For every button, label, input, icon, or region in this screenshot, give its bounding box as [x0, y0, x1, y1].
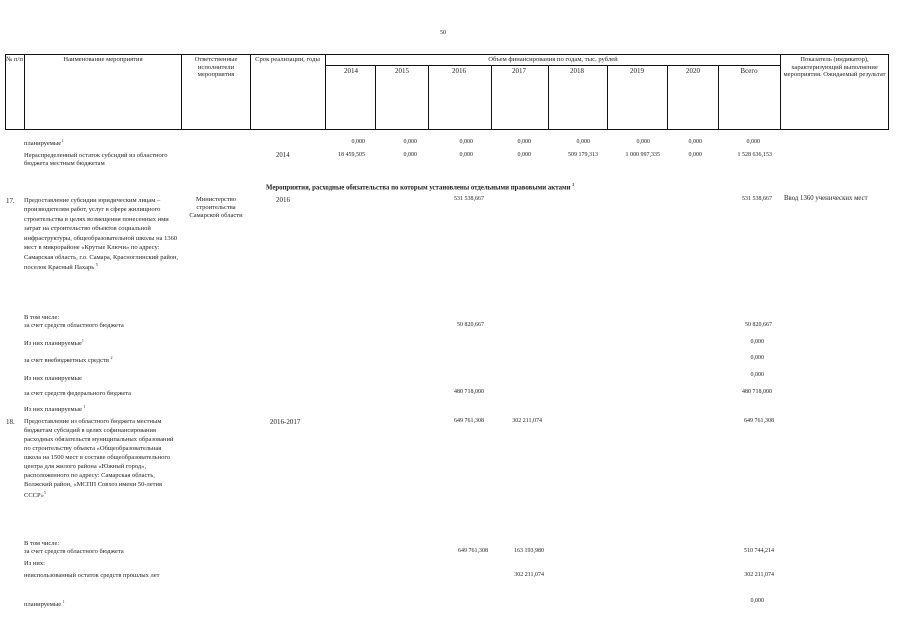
item18-unused-total: 302 211,074	[744, 572, 774, 578]
item18-regional-2017: 163 193,980	[514, 548, 544, 554]
row-undistributed-label: Нераспределенный остаток субсидий из областного бюджета местным бюджетам	[24, 152, 168, 167]
item17-regional-label: за счет средств областного бюджета	[24, 322, 124, 329]
item18-planned-total: 0,000	[750, 598, 764, 604]
header-no: № п/п	[6, 56, 23, 63]
header-executor: Ответственные исполнители мероприятия	[194, 56, 238, 79]
header-year-2014: 2014	[344, 67, 358, 75]
undistributed-total: 1 528 636,153	[737, 152, 772, 158]
undistributed-2018: 509 179,313	[568, 152, 598, 158]
item17-indicator: Ввод 1360 ученических мест	[784, 195, 868, 202]
item18-2017: 302 211,074	[512, 418, 542, 424]
planned-2016: 0,000	[459, 139, 473, 145]
header-name: Наименование мероприятия	[63, 56, 143, 63]
undistributed-2016: 0,000	[459, 152, 473, 158]
header-financing: Объем финансирования по годам, тыс. рублей	[488, 56, 618, 63]
item17-2016: 531 538,667	[454, 196, 484, 202]
item18-incl: В том числе:	[24, 540, 60, 547]
header-bottom-border	[5, 129, 889, 130]
undistributed-2014: 18 459,505	[338, 152, 365, 158]
planned-total: 0,000	[746, 139, 760, 145]
item18-2016: 649 761,308	[454, 418, 484, 424]
header-top-border	[5, 54, 889, 55]
header-year-2016: 2016	[452, 67, 466, 75]
item18-term: 2016-2017	[270, 418, 301, 426]
undistributed-2020: 0,000	[688, 152, 702, 158]
item17-planned2-label: Из них планируемые	[24, 375, 82, 382]
item17-planned2-total: 0,000	[750, 372, 764, 378]
header-year-2020: 2020	[686, 67, 700, 75]
item18-number: 18.	[6, 418, 15, 426]
item17-regional-2016: 50 820,667	[457, 322, 484, 328]
header-indicator: Показатель (индикатор), характеризующий выполнение мероприятия. Ожидаемый результат	[783, 56, 886, 79]
item17-extrabudget-total: 0,000	[750, 355, 764, 361]
planned-2020: 0,000	[688, 139, 702, 145]
item18-regional-total: 510 744,214	[744, 548, 774, 554]
item17-regional-total: 50 820,667	[745, 322, 772, 328]
item17-federal-total: 480 718,000	[742, 389, 772, 395]
item17-total: 531 538,667	[742, 196, 772, 202]
planned-2017: 0,000	[517, 139, 531, 145]
item17-federal-label: за счет средств федерального бюджета	[24, 390, 132, 397]
item18-of-them: Из них:	[24, 560, 45, 567]
undistributed-2017: 0,000	[517, 152, 531, 158]
item17-federal-2016: 480 718,000	[454, 389, 484, 395]
item17-term: 2016	[276, 196, 290, 204]
section-title: Мероприятия, расходные обязательства по которым установлены отдельными правовыми актами $^2$	[266, 182, 575, 192]
item18-total: 649 761,308	[744, 418, 774, 424]
header-year-2017: 2017	[512, 67, 526, 75]
header-year-total: Всего	[740, 67, 758, 75]
undistributed-2019: 1 000 997,335	[625, 152, 660, 158]
item17-number: 17.	[6, 197, 15, 205]
page-number: 50	[440, 30, 446, 36]
row-undistributed-term: 2014	[276, 152, 290, 159]
item18-name: Предоставление из областного бюджета местным бюджетам субсидий в целях софинансирования расходных обязательств муниципальных образований по строительству объекта «Общеобразовательная школа на 1500 мест в составе общеобразовательного центра для жилого района «Южный город», расположенного по адресу: Самарская область, Волжский район, «МСПП Совхоз имени 50-летия СССР»$^5$	[24, 418, 174, 499]
header-term: Срок реализации, годы	[255, 56, 320, 63]
header-year-2018: 2018	[570, 67, 584, 75]
years-divider	[325, 65, 780, 66]
undistributed-2015: 0,000	[403, 152, 417, 158]
item18-unused-label: неиспользованный остаток средств прошлых лет	[24, 572, 160, 579]
planned-2019: 0,000	[636, 139, 650, 145]
item18-regional-2016: 649 761,308	[458, 548, 488, 554]
item17-planned-total: 0,000	[750, 339, 764, 345]
item18-unused-2017: 302 211,074	[514, 572, 544, 578]
planned-2014: 0,000	[351, 139, 365, 145]
item18-planned-label: планируемые $^1$	[24, 599, 65, 609]
header-year-2015: 2015	[395, 67, 409, 75]
item17-planned3-label: Из них планируемые $^1$	[24, 404, 86, 414]
item17-name: Предоставление субсидии юридическим лицам – производителям работ, услуг в сфере жилищного строительства в целях возмещения понесенных ими затрат на строительство объектов социальной инфраструктуры, общеобразовательной школы на 1360 мест в микрорайоне «Крутые Ключи» по адресу: Самарская область, г.о. Самара, Красноглинский район, поселок Красный Пахарь $^5$	[24, 197, 179, 272]
row-planned-label: планируемые$^1$	[24, 138, 64, 148]
item18-regional-label: за счет средств областного бюджета	[24, 548, 124, 555]
item17-executor: Министерство строительства Самарской области	[189, 196, 243, 219]
item17-extrabudget-label: за счет внебюджетных средств $^2$	[24, 355, 113, 365]
header-year-2019: 2019	[630, 67, 644, 75]
planned-2018: 0,000	[576, 139, 590, 145]
item17-incl: В том числе:	[24, 314, 60, 321]
item17-planned-label: Из них планируемые$^1$	[24, 338, 84, 348]
planned-2015: 0,000	[403, 139, 417, 145]
